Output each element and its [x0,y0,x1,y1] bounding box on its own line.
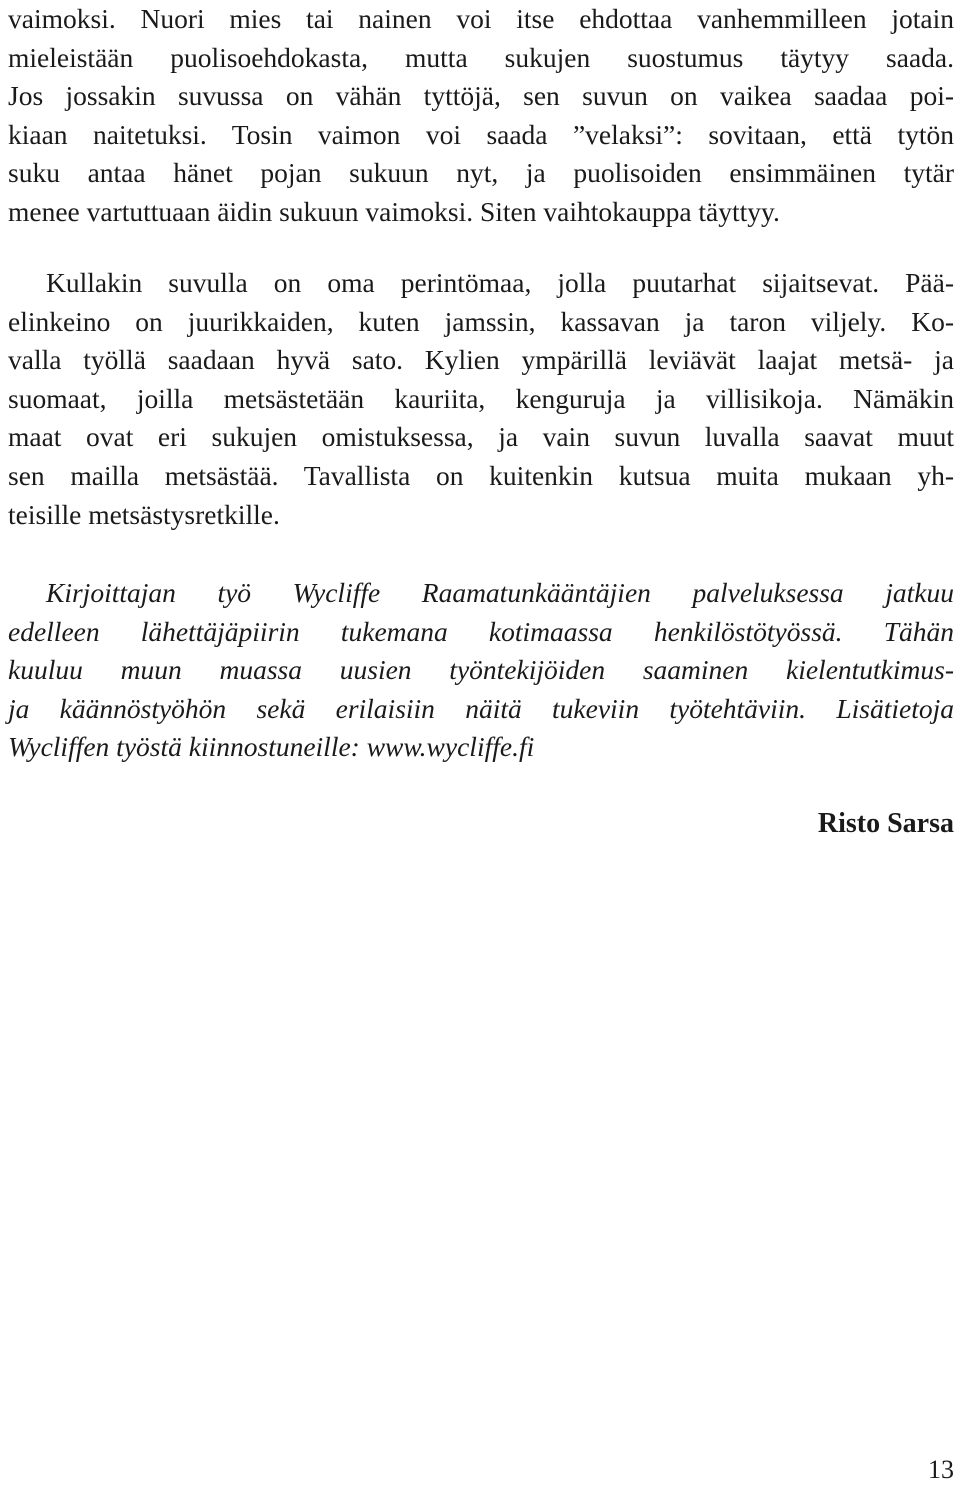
paragraph-marriage-customs [8,0,954,232]
text-line: Wycliffen työstä kiinnostuneille: www.wycliffe.fi [8,731,535,763]
text-line: sen mailla metsästää. Tavallista on kuitenkin kutsua muita mukaan yh- [8,459,954,491]
author-signature: Risto Sarsa [817,808,954,839]
text-line: maat ovat eri sukujen omistuksessa, ja vain suvun luvalla saavat muut [8,421,954,453]
text-line: Kullakin suvulla on oma perintömaa, jolla puutarhat sijaitsevat. Pää- [46,267,954,298]
paragraph-author-note [8,574,954,767]
text-line: vaimoksi. Nuori mies tai nainen voi itse ehdottaa vanhemmilleen jotain [8,3,954,34]
text-line: valla työllä saadaan hyvä sato. Kylien ympärillä leviävät laajat metsä- ja [8,344,954,376]
text-line: mieleistään puolisoehdokasta, mutta sukujen suostumus täytyy saada. [8,41,954,73]
paragraph-land-and-hunting [8,264,954,534]
text-line: kiaan naitetuksi. Tosin vaimon voi saada ”velaksi”: sovitaan, että tytön [8,118,954,150]
text-line: suomaat, joilla metsästetään kauriita, kenguruja ja villisikoja. Nämäkin [8,382,954,414]
text-line: teisille metsästysretkille. [8,498,280,530]
text-line: ja käännöstyöhön sekä erilaisiin näitä tukeviin työtehtäviin. Lisätietoja [8,692,954,724]
text-line: elinkeino on juurikkaiden, kuten jamssin, kassavan ja taron viljely. Ko- [8,305,954,337]
page-number: 13 [928,1455,954,1484]
text-line: Kirjoittajan työ Wycliffe Raamatunkääntäjien palveluksessa jatkuu [46,577,954,608]
text-line: kuuluu muun muassa uusien työntekijöiden saaminen kielentutkimus- [8,654,954,686]
text-line: suku antaa hänet pojan sukuun nyt, ja puolisoiden ensimmäinen tytär [8,157,954,189]
text-line: Jos jossakin suvussa on vähän tyttöjä, sen suvun on vaikea saadaa poi- [8,80,954,112]
text-line: edelleen lähettäjäpiirin tukemana kotimaassa henkilöstötyössä. Tähän [8,615,954,647]
text-line: menee vartuttuaan äidin sukuun vaimoksi. Siten vaihtokauppa täyttyy. [8,195,780,227]
